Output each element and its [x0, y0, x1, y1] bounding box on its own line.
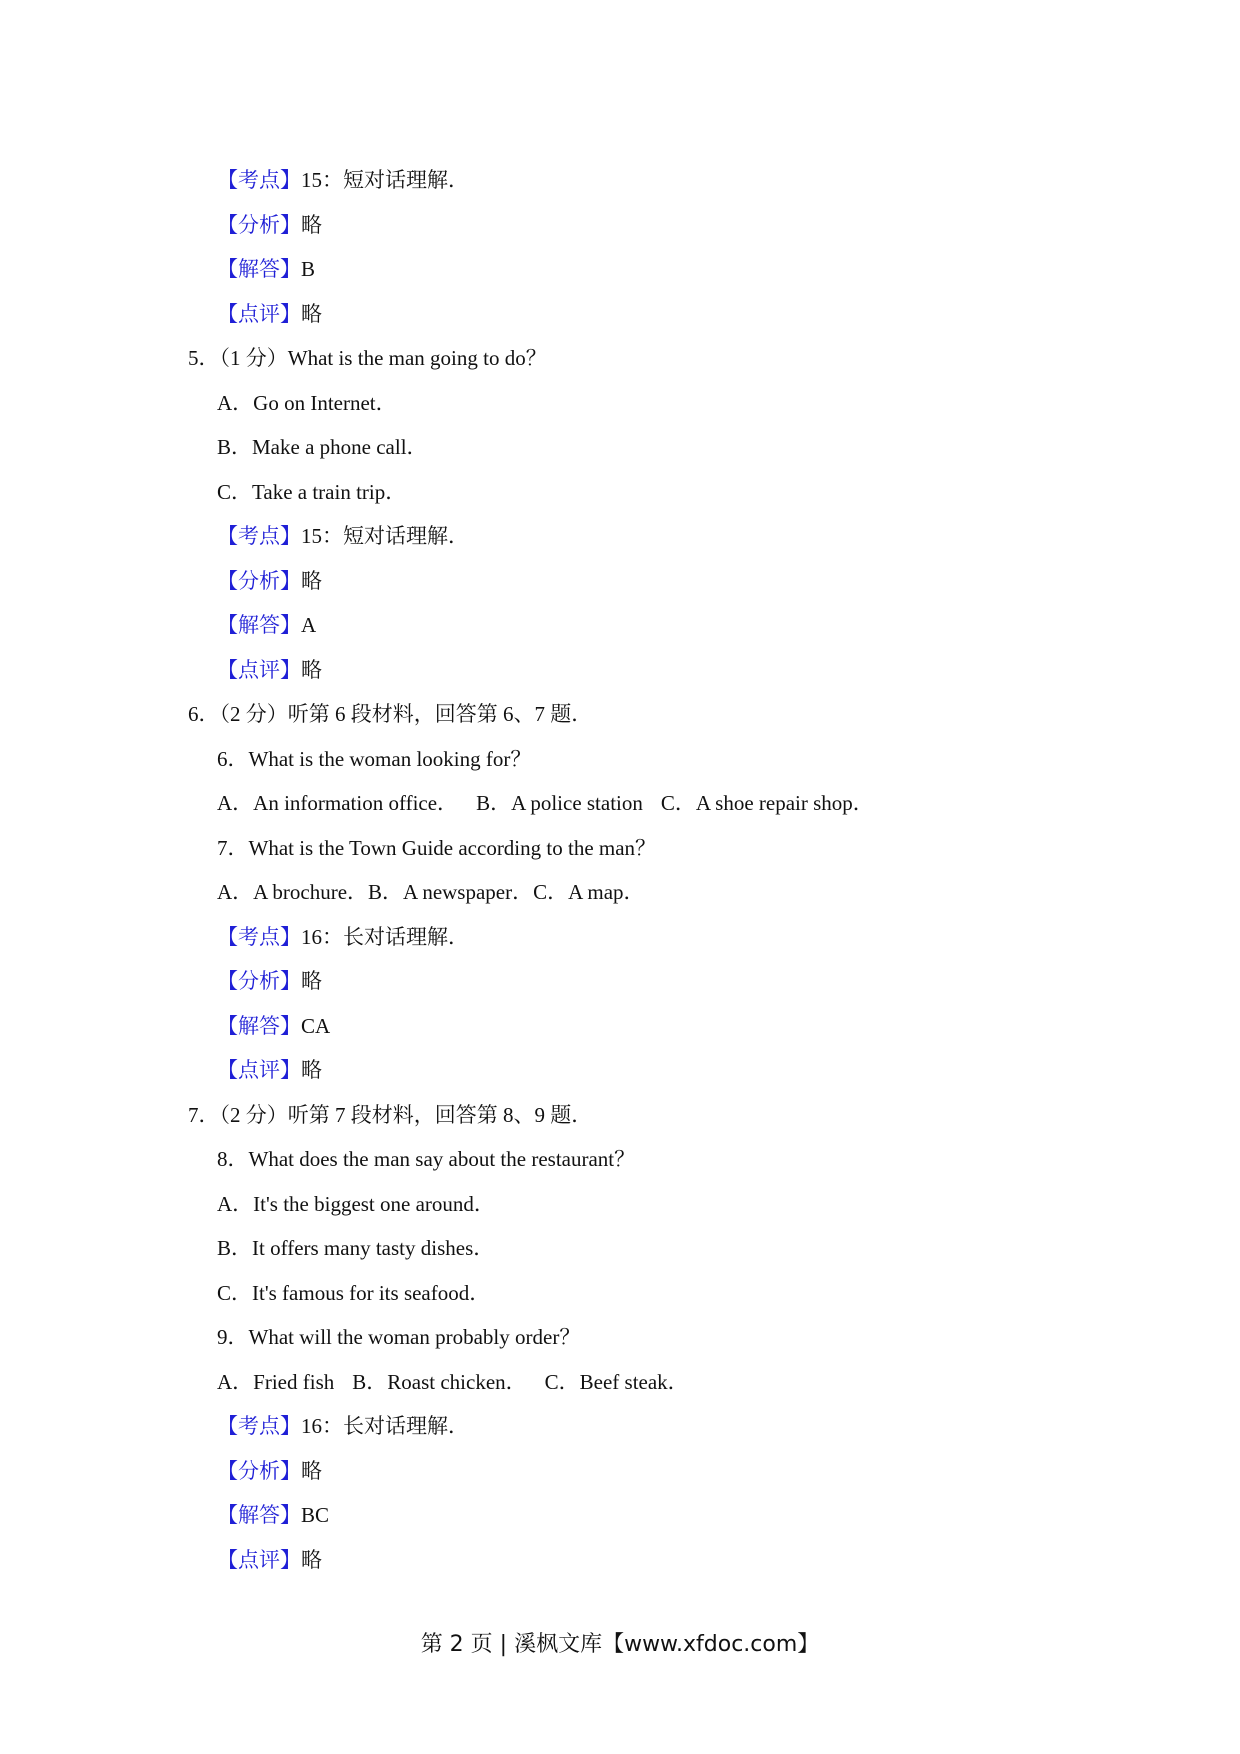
q7-fenxi: 【分析】略 [217, 1458, 322, 1483]
q7-sub2: 9．What will the woman probably order？ [217, 1325, 581, 1349]
q7-dianping: 【点评】略 [217, 1547, 322, 1572]
option-c: C．Beef steak． [544, 1369, 689, 1394]
document-body [188, 158, 1188, 1582]
q6-dianping: 【点评】略 [217, 1058, 322, 1082]
q6-jieda: 【解答】CA [217, 1013, 331, 1038]
q6-sub2-options: A．A brochure．B．A newspaper．C．A map． [217, 880, 645, 904]
q5-option-a: A．Go on Internet． [217, 390, 397, 415]
kaodian-label: 【考点】 [217, 524, 301, 548]
kaodian-label: 【考点】 [217, 1414, 301, 1438]
jieda-label: 【解答】 [217, 1013, 301, 1038]
q7-kaodian: 【考点】16：长对话理解． [217, 1414, 469, 1438]
page-footer: 第 2 页 | 溪枫文库【www.xfdoc.com】 [420, 1632, 820, 1657]
dianping-label: 【点评】 [217, 1058, 301, 1082]
q6-kaodian: 【考点】16：长对话理解． [217, 924, 469, 949]
q5-stem: 5．（1 分）What is the man going to do？ [188, 346, 547, 370]
kaodian-label: 【考点】 [217, 168, 301, 192]
q4-dianping: 【点评】略 [217, 301, 322, 326]
q7-sub2-options [188, 1360, 1188, 1405]
q7-stem: 7．（2 分）听第 7 段材料，回答第 8、9 题． [188, 1102, 593, 1127]
q6-sub1: 6．What is the woman looking for？ [217, 746, 532, 771]
dianping-label: 【点评】 [217, 657, 301, 682]
option-b: B．Roast chicken． [352, 1369, 527, 1394]
q7-jieda: 【解答】BC [217, 1503, 330, 1527]
q6-sub1-options [188, 781, 1188, 826]
fenxi-label: 【分析】 [217, 1458, 301, 1483]
q7-sub1: 8．What does the man say about the restaurant？ [217, 1147, 636, 1171]
q5-jieda: 【解答】A [217, 613, 317, 637]
q6-fenxi: 【分析】略 [217, 969, 322, 993]
q5-dianping: 【点评】略 [217, 657, 322, 682]
kaodian-label: 【考点】 [217, 924, 301, 949]
q5-option-b: B．Make a phone call． [217, 435, 428, 459]
q7-sub1-option-a: A．It's the biggest one around． [217, 1191, 495, 1216]
jieda-label: 【解答】 [217, 257, 301, 281]
q4-jieda: 【解答】B [217, 257, 316, 281]
q5-fenxi: 【分析】略 [217, 568, 322, 593]
fenxi-label: 【分析】 [217, 568, 301, 593]
option-a: A．Fried fish [217, 1369, 335, 1394]
q6-sub2: 7．What is the Town Guide according to the man？ [217, 835, 657, 860]
q4-fenxi: 【分析】略 [217, 212, 322, 237]
jieda-label: 【解答】 [217, 1503, 301, 1527]
dianping-label: 【点评】 [217, 301, 301, 326]
q7-sub1-option-b: B．It offers many tasty dishes． [217, 1236, 495, 1260]
jieda-label: 【解答】 [217, 613, 301, 637]
fenxi-label: 【分析】 [217, 212, 301, 237]
option-a: A．An information office． [217, 791, 459, 815]
q5-option-c: C．Take a train trip． [217, 479, 407, 504]
option-b: B．A police station [476, 791, 643, 815]
q4-kaodian: 【考点】15：短对话理解． [217, 168, 469, 192]
q5-kaodian: 【考点】15：短对话理解． [217, 524, 469, 548]
q7-sub1-option-c: C．It's famous for its seafood． [217, 1280, 491, 1305]
dianping-label: 【点评】 [217, 1547, 301, 1572]
option-c: C．A shoe repair shop． [660, 791, 874, 815]
q6-stem: 6．（2 分）听第 6 段材料，回答第 6、7 题． [188, 702, 593, 726]
fenxi-label: 【分析】 [217, 969, 301, 993]
